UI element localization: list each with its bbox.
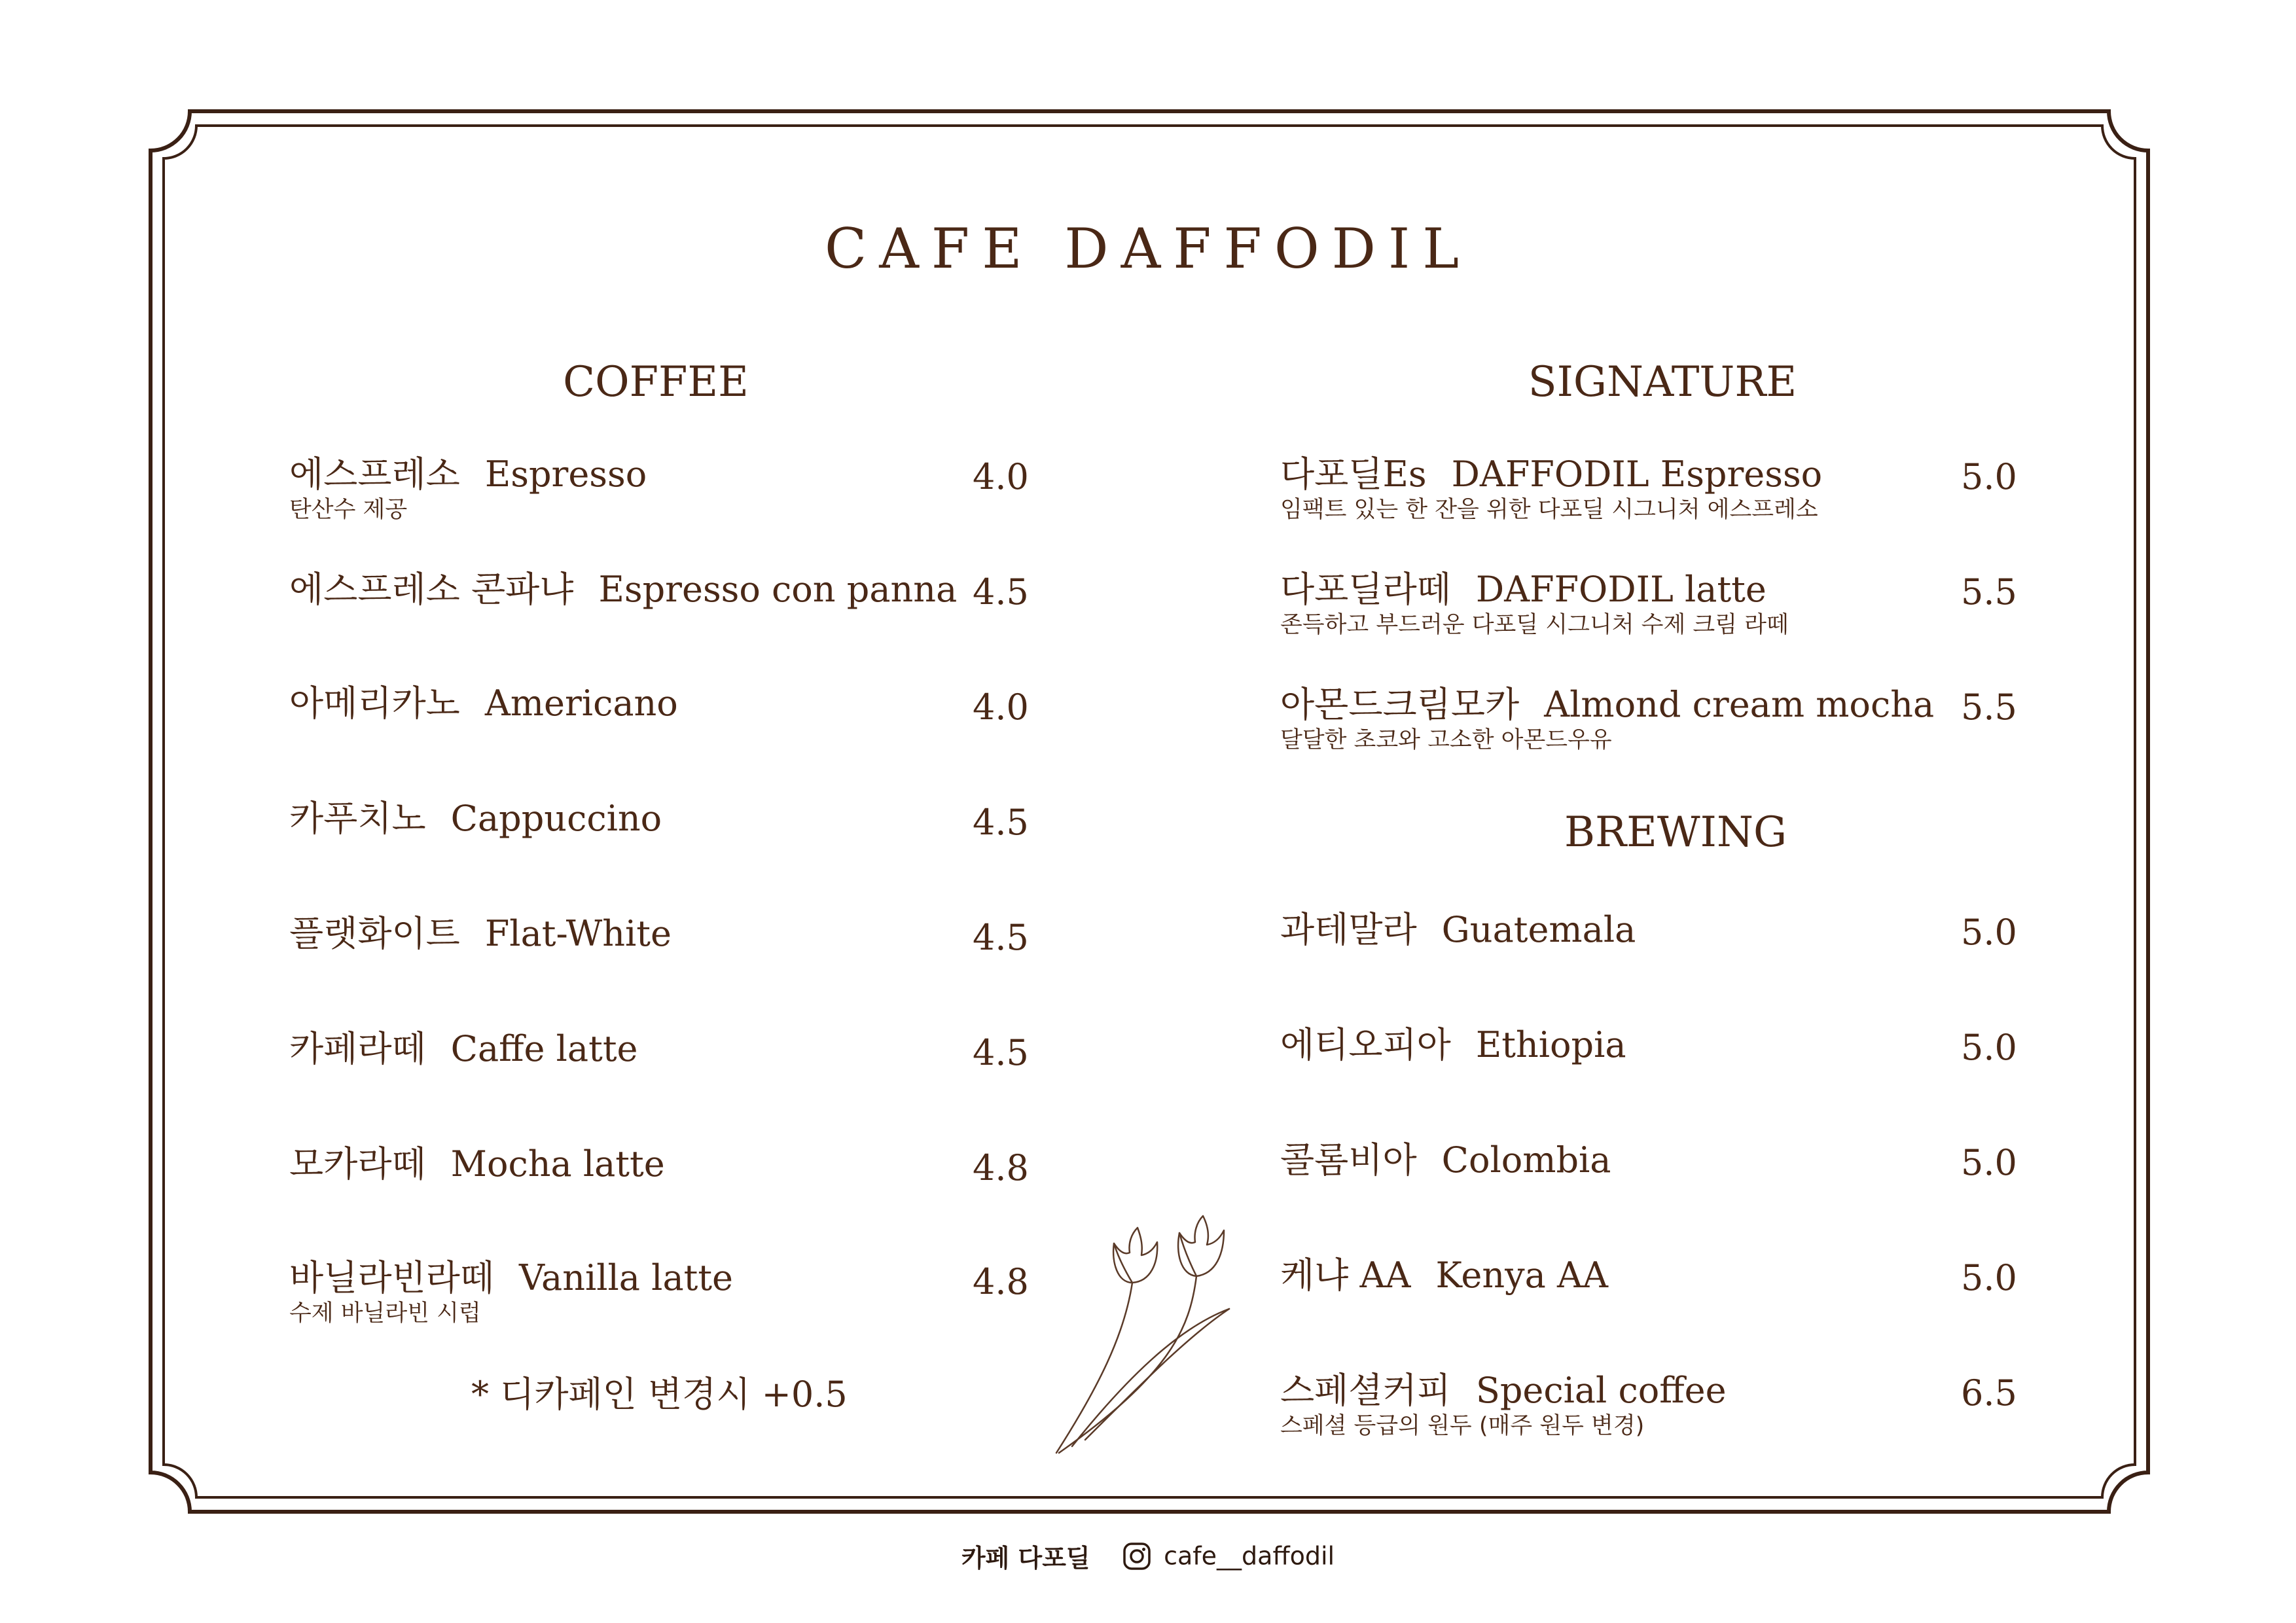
coffee-section-title: COFFEE: [563, 358, 749, 406]
item-english-name: Vanilla latte: [518, 1257, 733, 1298]
item-korean-name: 에스프레소: [289, 454, 460, 495]
item-korean-name: 과테말라: [1280, 909, 1417, 950]
item-korean-name: 아몬드크림모카: [1280, 684, 1520, 725]
menu-item-special-coffee: [1280, 1370, 1727, 1439]
item-korean-name: 콜롬비아: [1280, 1139, 1417, 1181]
decaf-note: * 디카페인 변경시 +0.5: [471, 1374, 848, 1415]
item-english-name: Americano: [484, 683, 678, 724]
item-price: 4.5: [973, 802, 1029, 843]
instagram-icon: [1122, 1542, 1151, 1571]
item-english-name: Kenya AA: [1435, 1255, 1608, 1296]
footer: [0, 1538, 2296, 1574]
item-price: 4.8: [973, 1147, 1029, 1188]
item-price: 5.5: [1961, 571, 2017, 613]
item-english-name: Caffe latte: [450, 1028, 638, 1069]
item-description: 존득하고 부드러운 다포딜 시그니처 수제 크림 라떼: [1280, 612, 1789, 638]
tulip-illustration: [1046, 1204, 1242, 1459]
item-english-name: DAFFODIL latte: [1475, 569, 1767, 610]
item-description: 달달한 초코와 고소한 아몬드우유: [1280, 727, 1612, 753]
menu-item-americano: [289, 683, 678, 724]
menu-item-flat-white: [289, 913, 672, 954]
item-description: 수제 바닐라빈 시럽: [289, 1300, 481, 1327]
item-price: 5.0: [1961, 912, 2017, 953]
item-korean-name: 에티오피아: [1280, 1024, 1451, 1065]
menu-item-colombia: [1280, 1139, 1611, 1181]
menu-item-vanilla-latte: [289, 1257, 733, 1327]
menu-item-espresso: [289, 454, 647, 523]
item-description: 탄산수 제공: [289, 497, 408, 523]
item-price: 5.0: [1961, 1257, 2017, 1298]
item-price: 6.5: [1961, 1372, 2017, 1414]
menu-item-mocha-latte: [289, 1143, 665, 1185]
item-english-name: Espresso: [484, 454, 647, 495]
item-english-name: Ethiopia: [1475, 1024, 1626, 1065]
item-korean-name: 다포딜라떼: [1280, 569, 1451, 610]
menu-title: CAFE DAFFODIL: [825, 217, 1471, 281]
item-korean-name: 에스프레소 콘파냐: [289, 569, 574, 610]
item-english-name: Espresso con panna: [598, 569, 958, 610]
item-price: 4.8: [973, 1261, 1029, 1302]
menu-item-almond-cream-mocha: [1280, 684, 1935, 753]
item-price: 5.0: [1961, 456, 2017, 497]
item-price: 4.0: [973, 687, 1029, 728]
item-korean-name: 아메리카노: [289, 683, 460, 724]
footer-cafe-name: 카페 다포딜: [961, 1544, 1090, 1573]
item-price: 5.5: [1961, 687, 2017, 728]
item-korean-name: 모카라떼: [289, 1143, 426, 1185]
item-korean-name: 다포딜Es: [1280, 454, 1427, 495]
item-korean-name: 카푸치노: [289, 798, 426, 839]
item-english-name: Almond cream mocha: [1544, 684, 1935, 725]
item-korean-name: 플랫화이트: [289, 913, 460, 954]
menu-item-daffodil-latte: [1280, 569, 1789, 638]
item-description: 임팩트 있는 한 잔을 위한 다포딜 시그니처 에스프레소: [1280, 497, 1818, 523]
item-description: 스페셜 등급의 원두 (매주 원두 변경): [1280, 1413, 1645, 1439]
item-english-name: Cappuccino: [450, 798, 662, 839]
item-english-name: Colombia: [1441, 1139, 1611, 1181]
item-korean-name: 스페셜커피: [1280, 1370, 1451, 1411]
menu-item-ethiopia: [1280, 1024, 1626, 1065]
menu-item-cappuccino: [289, 798, 662, 839]
menu-item-caffe-latte: [289, 1028, 638, 1069]
item-english-name: Special coffee: [1475, 1370, 1727, 1411]
instagram-handle[interactable]: cafe__daffodil: [1164, 1541, 1335, 1571]
signature-section-title: SIGNATURE: [1528, 358, 1797, 406]
item-english-name: Flat-White: [484, 913, 672, 954]
item-korean-name: 케냐 AA: [1280, 1255, 1411, 1296]
item-price: 4.0: [973, 456, 1029, 497]
item-price: 4.5: [973, 571, 1029, 613]
item-english-name: DAFFODIL Espresso: [1451, 454, 1823, 495]
menu-item-espresso-con-panna: [289, 569, 958, 610]
item-english-name: Guatemala: [1441, 909, 1636, 950]
item-price: 5.0: [1961, 1142, 2017, 1183]
menu-item-guatemala: [1280, 909, 1636, 950]
menu-item-kenya-aa: [1280, 1255, 1608, 1296]
item-english-name: Mocha latte: [450, 1143, 665, 1185]
item-korean-name: 바닐라빈라떼: [289, 1257, 494, 1298]
item-korean-name: 카페라떼: [289, 1028, 426, 1069]
item-price: 4.5: [973, 1032, 1029, 1073]
menu-item-daffodil-espresso: [1280, 454, 1823, 523]
item-price: 5.0: [1961, 1027, 2017, 1068]
item-price: 4.5: [973, 917, 1029, 958]
brewing-section-title: BREWING: [1564, 808, 1787, 857]
